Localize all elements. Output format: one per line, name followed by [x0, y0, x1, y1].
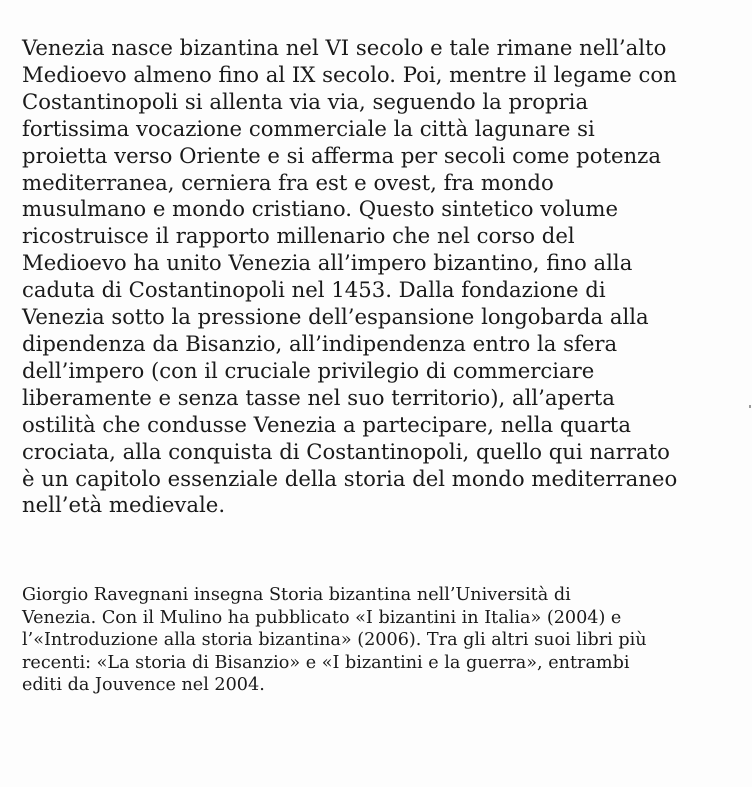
book-description: [22, 35, 742, 519]
author-bio-line: editi da Jouvence nel 2004.: [22, 675, 265, 696]
description-line: Costantinopoli si allenta via via, seguendo la propria: [22, 88, 589, 114]
description-line: ricostruisce il rapporto millenario che nel corso del: [22, 223, 575, 249]
description-line: Venezia nasce bizantina nel VI secolo e tale rimane nell’alto: [22, 35, 667, 60]
description-line: crociata, alla conquista di Costantinopoli, quello qui narrato: [22, 438, 670, 464]
description-line: dipendenza da Bisanzio, all’indipendenza entro la sfera: [22, 330, 618, 356]
description-line: nell’età medievale.: [22, 492, 226, 518]
description-line: è un capitolo essenziale della storia del mondo mediterraneo: [22, 465, 678, 491]
description-line: mediterranea, cerniera fra est e ovest, fra mondo: [22, 169, 554, 195]
description-line: fortissima vocazione commerciale la città lagunare si: [22, 115, 595, 141]
author-bio-line: l’«Introduzione alla storia bizantina» (2006). Tra gli altri suoi libri più: [22, 630, 647, 651]
author-bio-line: Giorgio Ravegnani insegna Storia bizantina nell’Università di: [22, 585, 571, 605]
description-line: Medioevo ha unito Venezia all’impero bizantino, fino alla: [22, 250, 633, 276]
description-line: ostilità che condusse Venezia a partecipare, nella quarta: [22, 411, 631, 437]
description-line: Venezia sotto la pressione dell’espansione longobarda alla: [22, 304, 649, 330]
author-bio: [22, 584, 742, 697]
description-line: musulmano e mondo cristiano. Questo sintetico volume: [22, 196, 618, 222]
description-line: Medioevo almeno fino al IX secolo. Poi, mentre il legame con: [22, 61, 677, 87]
description-line: caduta di Costantinopoli nel 1453. Dalla fondazione di: [22, 277, 606, 303]
description-line: proietta verso Oriente e si afferma per secoli come potenza: [22, 142, 661, 168]
description-line: dell’impero (con il cruciale privilegio di commerciare: [22, 357, 595, 383]
author-bio-line: Venezia. Con il Mulino ha pubblicato «I bizantini in Italia» (2004) e: [22, 607, 622, 628]
scan-edge-mark: [749, 405, 751, 408]
author-bio-line: recenti: «La storia di Bisanzio» e «I bizantini e la guerra», entrambi: [22, 652, 630, 673]
description-line: liberamente e senza tasse nel suo territorio), all’aperta: [22, 384, 615, 410]
